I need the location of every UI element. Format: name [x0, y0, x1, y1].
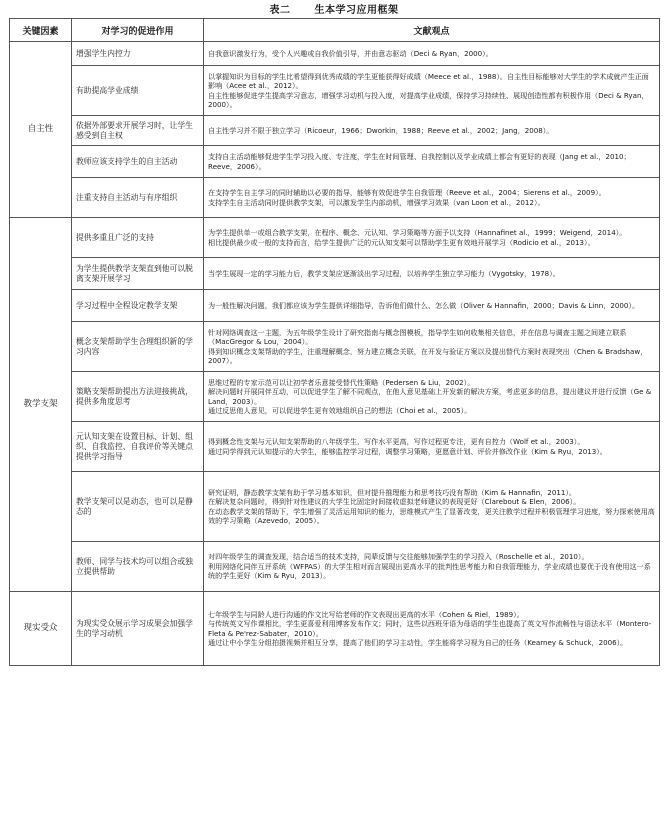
literature-view: 得到知识概念支架帮助的学生，注重理解概念，努力建立概念关联，在开发与验证方案以及提出替代方案时表现突出（Chen & Bradshaw，2007）。: [208, 346, 648, 365]
table-row: [10, 542, 660, 592]
literature-view: 支持自主活动能够促进学生学习投入度、专注度，学生在时间管理、自我控制以及学业成绩上都会有更好的表现（Jang et al.，2010；Reeve，2006）。: [208, 152, 631, 171]
header-effect: 对学习的促进作用: [72, 19, 204, 42]
views-cell: [204, 542, 660, 592]
effect-cell: 注重支持自主活动与有序组织: [72, 178, 204, 218]
header-views: 文献观点: [204, 19, 660, 42]
table-body: [10, 42, 660, 666]
effect-cell: 教师应该支持学生的自主活动: [72, 146, 204, 178]
effect-cell: 教学支架可以是动态，也可以是静态的: [72, 472, 204, 542]
literature-view: 为一般性解决问题，我们都应该为学生提供详细指导，告诉他们做什么、怎么做（Oliver & Hannafin，2000；Davis & Linn，2000）。: [208, 300, 640, 310]
views-cell: [204, 42, 660, 66]
literature-view: 当学生展现一定的学习能力后，教学支架应逐渐淡出学习过程，以培养学生独立学习能力（Vygotsky，1978）。: [208, 268, 560, 278]
literature-view: 得到概念性支架与元认知支架帮助的八年级学生，写作水平更高，写作过程更专注，更有自控力（Wolf et al.，2003）。: [208, 437, 585, 447]
literature-view: 解决问题时开展同伴互动，可以促进学生了解不同观点，在他人意见基础上开发新的解决方案，考虑更多的信息，提出建议并进行反馈（Ge & Land，2003）。: [208, 387, 652, 406]
header-row: [10, 19, 660, 42]
factor-cell: 现实受众: [10, 592, 72, 666]
table-number: 表二: [269, 5, 291, 16]
literature-view: 七年级学生与同龄人进行沟通的作文比写给老师的作文表现出更高的水平（Cohen & Riel，1989）。: [208, 609, 524, 619]
views-cell: [204, 116, 660, 146]
table-row: [10, 178, 660, 218]
literature-view: 自我意识激发行为，受个人兴趣或自我价值引导，并由意志驱动（Deci & Ryan，2000）。: [208, 48, 493, 58]
factor-cell: 自主性: [10, 42, 72, 218]
literature-view: 支持学生自主活动同时提供教学支架，可以激发学生内部动机，增强学习效果（van Loon et al.，2012）。: [208, 197, 545, 207]
table-row: [10, 322, 660, 372]
literature-view: 对四年级学生的调查发现，结合适当的技术支持，同辈反馈与交往能够加强学生的学习投入（Roschelle et al.，2010）。: [208, 552, 589, 562]
effect-cell: 依据外部要求开展学习时，让学生感受到自主权: [72, 116, 204, 146]
views-cell: [204, 146, 660, 178]
literature-view: 针对网络调查这一主题，为五年级学生设计了研究指南与概念图模板，指导学生如何收集相关信息，并在信息与调查主题之间建立联系（MacGregor & Lou，2004）。: [208, 327, 627, 347]
effect-cell: 增强学生内控力: [72, 42, 204, 66]
framework-table: [9, 18, 660, 666]
views-cell: [204, 66, 660, 116]
views-cell: [204, 592, 660, 666]
literature-view: 在支持学生自主学习的同时辅助以必要的指导，能够有效促进学生自我管理（Reeve et al.，2004；Sierens et al.，2009）。: [208, 188, 606, 198]
views-cell: [204, 472, 660, 542]
table-caption: 生本学习应用框架: [314, 5, 399, 16]
literature-view: 在解决复杂问题时，得到针对性建议的大学生比固定时间接收虚拟老师建议的表现更好（Clarebout & Elen，2006）。: [208, 497, 581, 507]
views-cell: [204, 178, 660, 218]
views-cell: [204, 322, 660, 372]
views-cell: [204, 372, 660, 422]
table-row: [10, 218, 660, 258]
views-cell: [204, 218, 660, 258]
effect-cell: 教师、同学与技术均可以组合或独立提供帮助: [72, 542, 204, 592]
table-row: [10, 116, 660, 146]
views-cell: [204, 258, 660, 290]
effect-cell: 为学生提供教学支架直到他可以脱离支架开展学习: [72, 258, 204, 290]
literature-view: 自主性学习并不限于独立学习（Ricoeur，1966；Dworkin，1988；Reeve et al.，2002；Jang，2008）。: [208, 125, 554, 135]
effect-cell: 有助提高学业成绩: [72, 66, 204, 116]
table-title: [9, 4, 659, 18]
literature-view: 以掌握知识为目标的学生比希望得到优秀成绩的学生更能获得好成绩（Meece et al.，1988）。自主性目标能够对大学生的学术成就产生正面影响（Acee et al.，2012）。: [208, 71, 649, 91]
table-row: [10, 66, 660, 116]
literature-view: 自主性能够促进学生提高学习意志，增强学习动机与投入度，对提高学业成绩，保持学习持续性、展现创造性都有积极作用（Deci & Ryan，2000）。: [208, 90, 649, 109]
effect-cell: 概念支架帮助学生合理组织新的学习内容: [72, 322, 204, 372]
table-row: [10, 290, 660, 322]
literature-view: 通过让中小学生分组拍摄视频并相互分享，提高了他们的学习主动性，学生能将学习视为自己的任务（Kearney & Schuck，2006）。: [208, 637, 628, 647]
table-row: [10, 422, 660, 472]
literature-view: 思维过程的专家示范可以让初学者乐意接受替代性策略（Pedersen & Liu，2002）。: [208, 377, 475, 387]
literature-view: 研究证明，静态教学支架有助于学习基本知识，但对提升推理能力和思考技巧没有帮助（Kim & Hannafin，2011）。: [208, 487, 576, 497]
literature-view: 利用网络化同伴互评系统（WFPAS）的大学生相对而言展现出更高水平的批判性思考能力和自我管理能力，学业成绩也要优于没有使用这一系统的学生更好（Kim & Ryu，2013）。: [208, 561, 651, 581]
table-row: [10, 42, 660, 66]
literature-view: 通过同学得到元认知提示的大学生，能够监控学习过程，调整学习策略，更愿意计划、评价并修改作业（Kim & Ryu，2013）。: [208, 446, 607, 456]
literature-view: 在动态教学支架的帮助下，学生增强了灵活运用知识的能力，思维模式产生了显著改变，更关注教学过程并积极管理学习进度，努力探索使用高效的学习策略（Azevedo，2005）。: [208, 506, 655, 525]
table-row: [10, 372, 660, 422]
table-row: [10, 258, 660, 290]
views-cell: [204, 422, 660, 472]
table-row: [10, 592, 660, 666]
effect-cell: 提供多重且广泛的支持: [72, 218, 204, 258]
factor-cell: 教学支架: [10, 218, 72, 592]
literature-view: 与传统英文写作课相比，学生更喜爱利用博客发布作文；同时，这些以西班牙语为母语的学生也提高了英文写作流畅性与语法水平（Montero-Fleta & Pe'rez-Sabater，2010）。: [208, 619, 652, 638]
effect-cell: 学习过程中全程设定教学支架: [72, 290, 204, 322]
literature-view: 相比提供最少或一般的支持而言，给学生提供广泛的元认知支架可以帮助学生更有效地开展学习（Rodicio et al.，2013）。: [208, 237, 595, 247]
views-cell: [204, 290, 660, 322]
table-row: [10, 472, 660, 542]
effect-cell: 为现实受众展示学习成果会加强学生的学习动机: [72, 592, 204, 666]
literature-view: 为学生提供单一或组合教学支架，在程序、概念、元认知、学习策略等方面予以支持（Hannafinet al.，1999；Weigend，2014）。: [208, 228, 627, 238]
table-row: [10, 146, 660, 178]
literature-view: 通过反思他人意见，可以促进学生更有效地组织自己的想法（Choi et al.，2005）。: [208, 405, 472, 415]
header-factor: 关键因素: [10, 19, 72, 42]
effect-cell: 元认知支架在设置目标、计划、组织、自我监控、自我评价等关键点提供学习指导: [72, 422, 204, 472]
effect-cell: 策略支架帮助提出方法迎接挑战，提供多角度思考: [72, 372, 204, 422]
